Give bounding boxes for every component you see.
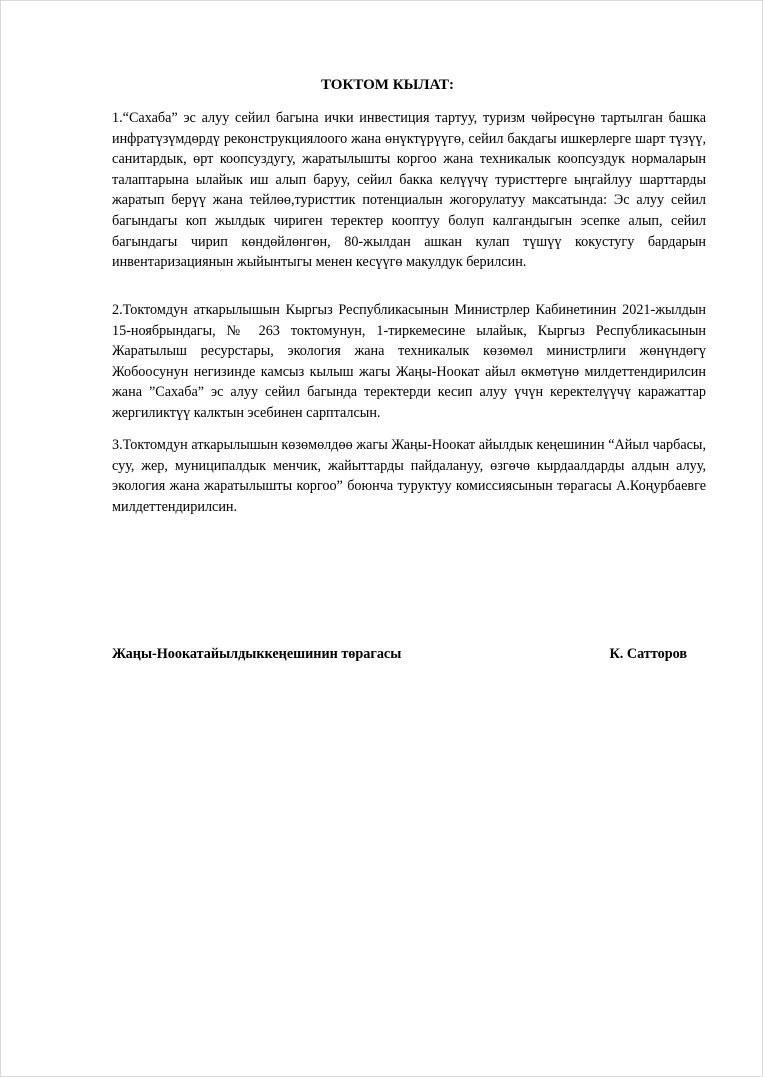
paragraph-2: 2.Токтомдун аткарылышын Кыргыз Республикасынын Министрлер Кабинетинин 2021-жылдын 15-ноябрындагы, № 263 токтомунун, 1-тиркемесине ылайык, Кыргыз Республикасынын Жаратылыш ресурстары, экология жана техникалык көзөмөл министрлиги жөнүндөгү Жобоосунун негизинде камсыз кылыш жагы Жаңы-Ноокат айыл өкмөтүнө милдеттендирилсин жана ”Сахаба” эс алуу сейил багында теректерди кесип алуу үчүн керектелүүчү каражаттар жергиликтүү калктын эсебинен сарпталсын. <box>112 302 706 421</box>
signatory-position: Жаңы-Ноокатайылдыккеңешинин төрагасы <box>112 646 402 662</box>
signatory-name: К. Сатторов <box>609 646 687 662</box>
paragraph-1: 1.“Сахаба” эс алуу сейил багына ички инвестиция тартуу, туризм чөйрөсүнө тартылган башка инфратүзүмдөрдү реконструкциялоого жана өнүктүрүүгө, сейил бакдагы ишкерлерге шарт түзүү, санитардык, өрт коопсуздугу, жаратылышты коргоо жана техникалык коопсуздук нормаларын талаптарына ылайык иш алып баруу, сейил бакка келүүчү туристтерге ыңгайлуу шарттарды жаратып берүү жана тейлөө,туристтик потенциалын жогорулатуу максатында: Эс алуу сейил багындагы коп жылдык чириген теректер кооптуу болуп калгандыгын эсепке алып, сейил багындагы чирип көндөйлөнгөн, 80-жылдан ашкан кулап түшүү кокустугу бардарын инвентаризациянын жыйынтыгы менен кесүүгө макулдук берилсин. <box>112 110 706 271</box>
document-title: ТОКТОМ КЫЛАТ: <box>320 77 455 93</box>
paragraph-3: 3.Токтомдун аткарылышын көзөмөлдөө жагы Жаңы-Ноокат айылдык кеңешинин “Айыл чарбасы, суу, жер, муниципалдык менчик, жайыттарды пайдалануу, өзгөчө кырдаалдарды алдын алуу, экология жана жаратылышты коргоо” боюнча туруктуу комиссиясынын төрагасы А.Коңурбаевге милдеттендирилсин. <box>112 437 706 515</box>
